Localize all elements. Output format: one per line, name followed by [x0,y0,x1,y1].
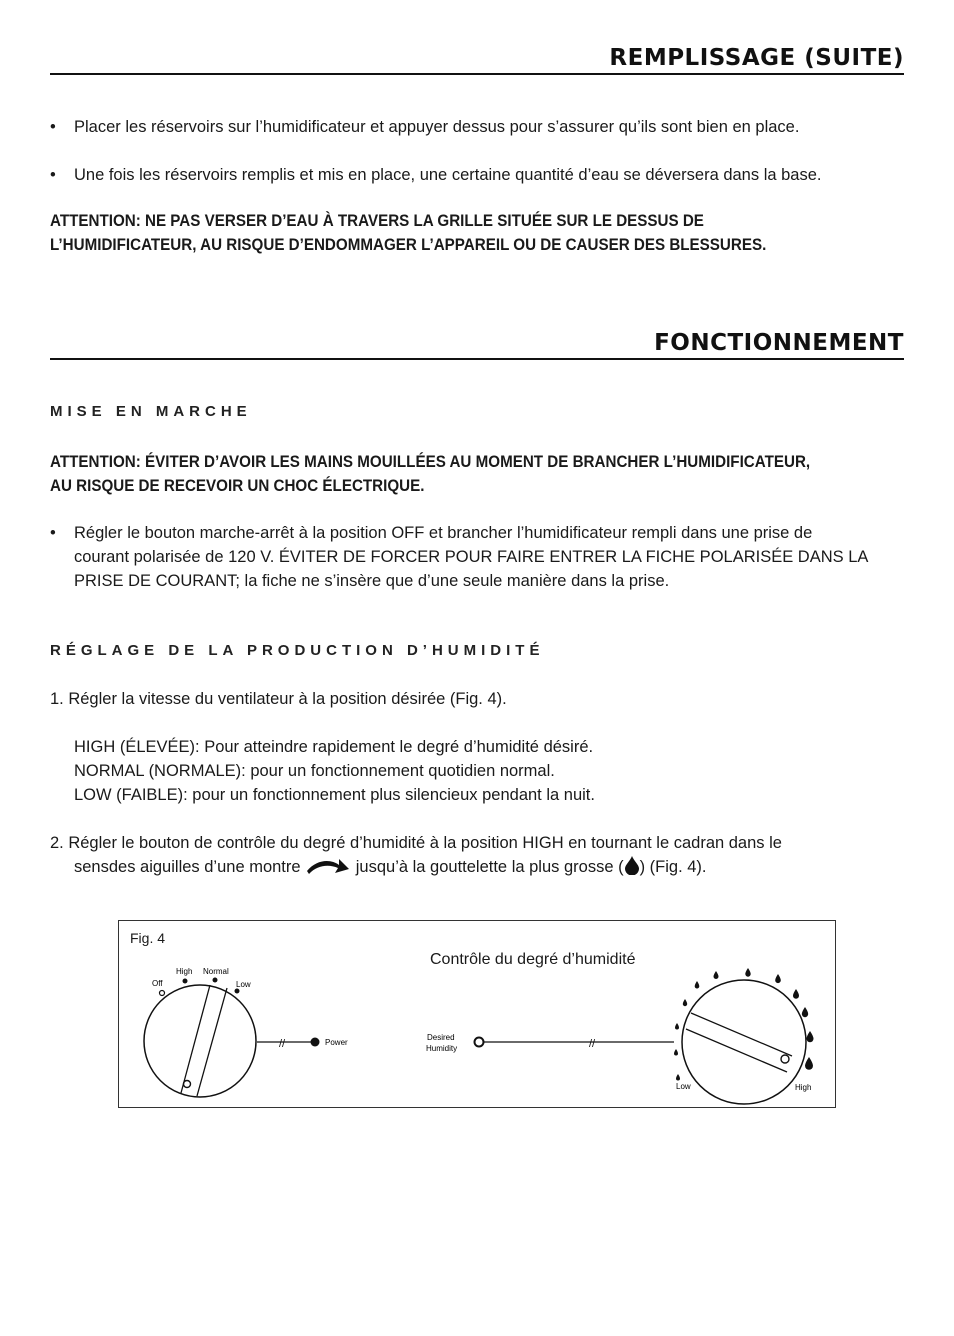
fan-normal-desc: NORMAL (NORMALE): pour un fonctionnement quotidien normal. [74,762,555,780]
bullet-place-tanks: • Placer les réservoirs sur l’humidificateur et appuyer dessus pour s’assurer qu’ils sont bien en place. [50,115,910,139]
svg-text://: // [589,1038,596,1050]
bullet-dot: • [50,524,56,542]
fan-speed-list [50,735,920,807]
bullet-power-switch: • Régler le bouton marche-arrêt à la position OFF et brancher l’humidificateur rempli dans une prise de courant polarisée de 120 V. ÉVITER DE FORCER POUR FAIRE ENTRER LA FICHE POLARISÉE DANS LA PRISE DE COURANT; la fiche ne s’insère que d’une seule manière dans la prise. [50,521,910,593]
section-title-filling: REMPLISSAGE (SUITE) [609,45,904,71]
step-2: 2. Régler le bouton de contrôle du degré d’humidité à la position HIGH en tournant le cadran dans le sensdes aiguilles d’une montre jusqu’à la gouttelette la plus grosse ( ) (Fig. 4). [50,834,782,876]
humidity-label: Humidity [426,1044,458,1053]
droplet-icon [775,974,781,983]
off-indicator [160,991,165,996]
droplet-icon [674,1049,678,1056]
fan-low-desc: LOW (FAIBLE): pour un fonctionnement plus silencieux pendant la nuit. [74,786,595,804]
droplet-icon [683,999,687,1006]
low-indicator [235,989,240,994]
humidity-high-label: High [795,1083,812,1092]
humidity-low-label: Low [676,1082,691,1091]
fan-off-label: Off [152,979,163,988]
figure-label: Fig. 4 [130,930,166,946]
water-drop-icon [624,855,640,875]
power-label: Power [325,1038,348,1047]
warning-grille: ATTENTION: NE PAS VERSER D’EAU À TRAVERS LA GRILLE SITUÉE SUR LE DESSUS DE L’HUMIDIFICATEUR, AU RISQUE D’ENDOMMAGER L’APPAREIL OU DE CAUSER DES BLESSURES. [50,212,767,254]
droplet-icon [676,1074,680,1081]
bullet-dot: • [50,166,56,184]
droplet-icon [675,1023,679,1030]
droplet-icon [714,971,719,979]
bullet-dot: • [50,118,56,136]
high-indicator [183,979,188,984]
droplet-icon [807,1031,814,1042]
fan-high-label: High [176,967,193,976]
fan-low-label: Low [236,980,251,989]
fan-speed-dial [144,967,348,1097]
fan-high-desc: HIGH (ÉLEVÉE): Pour atteindre rapidement le degré d’humidité désiré. [74,738,594,756]
droplet-icon [745,968,750,977]
step-1: 1. Régler la vitesse du ventilateur à la position désirée (Fig. 4). [50,690,507,708]
droplet-icon [805,1057,813,1070]
droplet-icon [802,1007,808,1017]
fan-normal-label: Normal [203,967,229,976]
clockwise-arrow-icon [305,855,351,875]
desired-label: Desired [427,1033,455,1042]
warning-wet-hands: ATTENTION: ÉVITER D’AVOIR LES MAINS MOUILLÉES AU MOMENT DE BRANCHER L’HUMIDIFICATEUR, AU RISQUE DE RECEVOIR UN CHOC ÉLECTRIQUE. [50,453,811,495]
bullet-water-overflow: • Une fois les réservoirs remplis et mis en place, une certaine quantité d’eau se déversera dans la base. [50,163,910,187]
normal-indicator [213,978,218,983]
section-rule [50,73,904,75]
figure-caption: Contrôle du degré d’humidité [430,951,636,968]
figure-diagram [119,921,835,1107]
droplet-icon [695,981,700,988]
droplet-icon [793,989,799,999]
subhead-humidity-output: RÉGLAGE DE LA PRODUCTION D’HUMIDITÉ [50,642,545,659]
figure-4 [118,920,836,1108]
subhead-start: MISE EN MARCHE [50,403,252,420]
humidity-dial [426,968,814,1104]
section-rule [50,358,904,360]
section-title-operation: FONCTIONNEMENT [654,330,904,356]
svg-text://: // [279,1038,286,1050]
